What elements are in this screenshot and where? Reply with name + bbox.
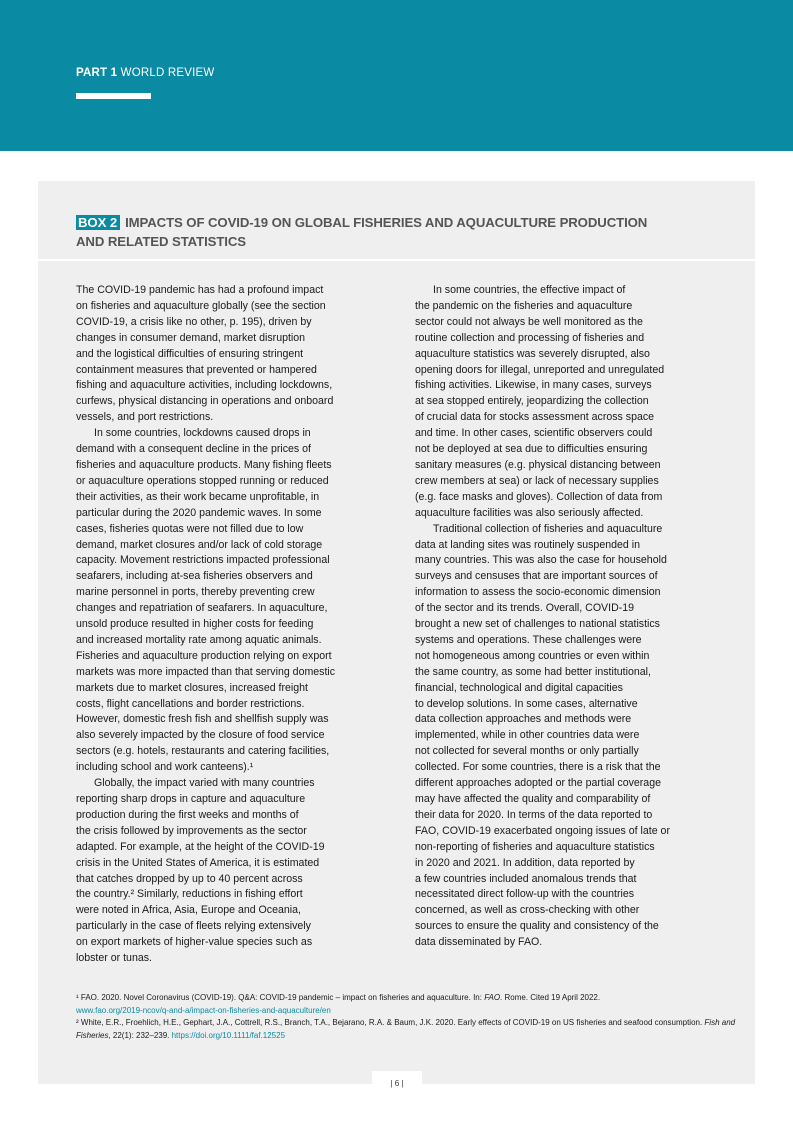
- header-band: [0, 0, 793, 151]
- paragraph: In some countries, the effective impact of the pandemic on the fisheries and aquaculture sector could not always be well monitored as the routine collection and processing of fisheries and aquaculture statistics was severely disrupted, also opening doors for illegal, unreported and unregulated fishing activities. Likewise, in many cases, surveys at sea stopped entirely, jeopardizing the collection of crucial data for stocks assessment across space and time. In other cases, scientific observers could not be deployed at sea due to difficulties ensuring sanitary measures (e.g. physical distancing between crew members at sea) or lack of necessary supplies (e.g. face masks and gloves). Collection of data from aquaculture facilities was also seriously affected.: [415, 284, 665, 519]
- box-tag: BOX 2: [76, 215, 120, 230]
- footnotes: [76, 992, 736, 1042]
- footnote-1-link[interactable]: www.fao.org/2019-ncov/q-and-a/impact-on-fisheries-and-aquaculture/en: [76, 1005, 331, 1015]
- paragraph: The COVID-19 pandemic has had a profound impact on fisheries and aquaculture globally (see the section COVID-19, a crisis like no other, p. 195), driven by changes in consumer demand, market disruption and the logistical difficulties of ensuring stringent containment measures that prevented or hampered fishing and aquaculture activities, including lockdowns, curfews, physical distancing in operations and onboard vessels, and port restrictions.: [76, 284, 334, 424]
- footnote-2-text: ² White, E.R., Froehlich, H.E., Gephart, J.A., Cottrell, R.S., Branch, T.A., Bejarano, R.A. & Baum, J.K. 2020. Early effects of COVID-19 on US fisheries and seafood consumption.: [76, 1018, 705, 1028]
- footnote-1: [76, 992, 736, 1005]
- box-2: [38, 181, 755, 1084]
- page-number-tab: [372, 1071, 422, 1097]
- paragraph: In some countries, lockdowns caused drops in demand with a consequent decline in the prices of fisheries and aquaculture products. Many fishing fleets or aquaculture operations stopped running or reduced their activities, as their work became unprofitable, in particular during the 2020 pandemic waves. In some cases, fisheries quotas were not filled due to low demand, market closures and/or lack of cold storage capacity. Movement restrictions impacted professional seafarers, including at-sea fisheries observers and marine personnel in ports, thereby preventing crew changes and repatriation of seafarers. In aquaculture, unsold produce resulted in higher costs for feeding and increased mortality rate among aquatic animals. Fisheries and aquaculture production relying on export markets was more impacted than that serving domestic markets due to market closures, increased freight costs, flight cancellations and border restrictions. However, domestic fresh fish and shellfish supply was also severely impacted by the closure of food service sectors (e.g. hotels, restaurants and catering facilities, including school and work canteens).¹: [76, 427, 336, 774]
- left-column: [76, 283, 376, 967]
- box-title-line-1: IMPACTS OF COVID-19 ON GLOBAL FISHERIES AND AQUACULTURE PRODUCTION: [125, 215, 648, 230]
- footnote-1-source: FAO: [484, 993, 501, 1002]
- footnote-2-tail: , 22(1): 232–239.: [108, 1030, 172, 1040]
- box-divider: [38, 259, 755, 261]
- footnote-1-text: ¹ FAO. 2020. Novel Coronavirus (COVID-19). Q&A: COVID-19 pandemic – impact on fisheries and aquaculture. In:: [76, 993, 485, 1002]
- footnote-2-journal: Fish and Fisheries: [76, 1018, 736, 1040]
- footnote-1-tail: . Rome. Cited 19 April 2022.: [500, 993, 601, 1002]
- footnote-2: [76, 1017, 736, 1042]
- box-title-line-2: AND RELATED STATISTICS: [76, 234, 246, 249]
- part-label: PART 1: [76, 67, 118, 79]
- right-column: [415, 283, 715, 951]
- page-number: | 6 |: [390, 1079, 404, 1088]
- footnote-2-link[interactable]: https://doi.org/10.1111/faf.12525: [171, 1030, 286, 1040]
- header-rule: [76, 93, 151, 99]
- box-title: [76, 213, 676, 251]
- paragraph: Traditional collection of fisheries and aquaculture data at landing sites was routinely suspended in many countries. This was also the case for household surveys and censuses that are important sources of information to assess the socio-economic dimension of the sector and its trends. Overall, COVID-19 brought a new set of challenges to national statistics systems and operations. These challenges were not homogeneous among countries or even within the same country, as some had better institutional, financial, technological and digital capacities to develop solutions. In some cases, alternative data collection approaches and methods were implemented, while in other countries data were not collected for several months or only partially collected. For some countries, there is a risk that the different approaches adopted or the partial coverage may have affected the quality and comparability of their data for 2020. In terms of the data reported to FAO, COVID-19 exacerbated ongoing issues of late or non-reporting of fisheries and aquaculture statistics in 2020 and 2021. In addition, data reported by a few countries included anomalous trends that necessitated direct follow-up with the countries concerned, as well as cross-checking with other sources to ensure the quality and consistency of the data disseminated by FAO.: [415, 522, 670, 949]
- footnote-1-link-line: [76, 1005, 736, 1018]
- paragraph: Globally, the impact varied with many countries reporting sharp drops in capture and aquaculture production during the first weeks and months of the crisis followed by improvements as the sector adapted. For example, at the height of the COVID-19 crisis in the United States of America, it is estimated that catches dropped by up to 40 percent across the country.² Similarly, reductions in fishing effort were noted in Africa, Asia, Europe and Oceania, particularly in the case of fleets relying extensively on export markets of higher-value species such as lobster or tunas.: [76, 777, 325, 965]
- section-title: WORLD REVIEW: [120, 67, 215, 79]
- section-label: [76, 67, 214, 79]
